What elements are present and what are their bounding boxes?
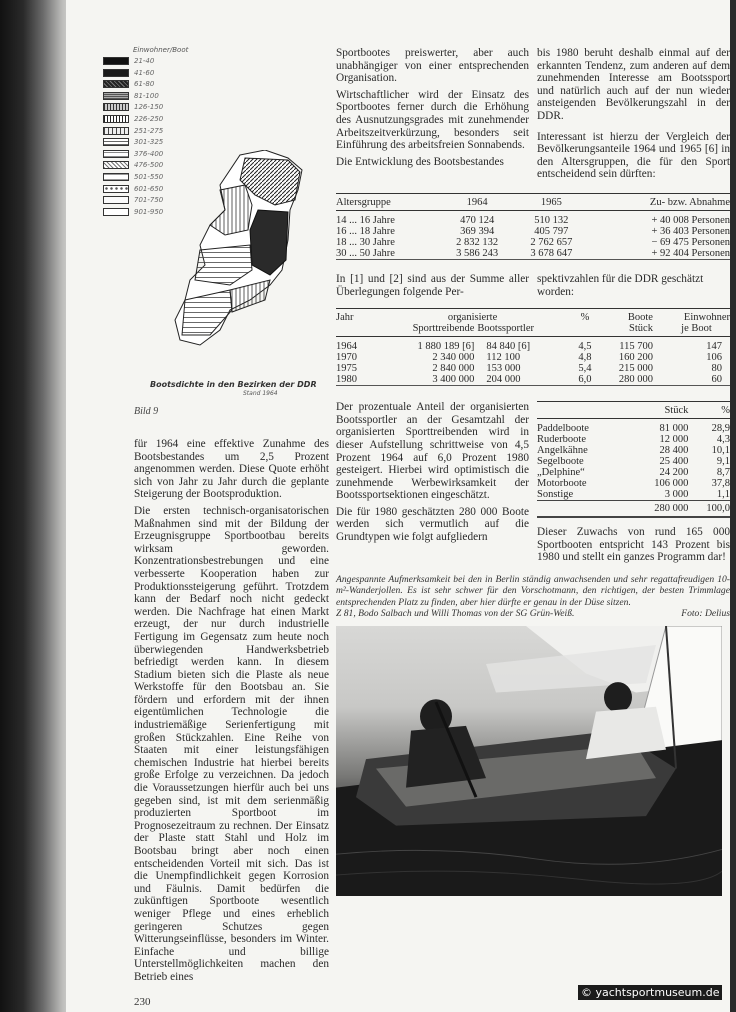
photo-caption [336, 574, 730, 620]
left-column-text [134, 438, 329, 988]
table-cell: 28 400 [659, 445, 689, 457]
paragraph: Die für 1980 geschätzten 280 000 Boote werden sich vermutlich auf die Grundtypen wie folgt aufgliedern [336, 505, 529, 544]
paragraph: Der prozentuale Anteil der organisierten Bootssportler an der Gesamtzahl der organisierten Sporttreibenden wird in dieser Aufstellung schrittweise von 4,5 Prozent 1964 auf 6,0 Prozent 1980 gesteigert. Hierbei wird optimistisch die zunehmende Werbewirksamkeit der Bootssportsektionen eingeschätzt. [336, 401, 529, 502]
legend-label: 701-750 [134, 196, 164, 205]
table-row [537, 478, 730, 489]
col-header: Zu- bzw. Abnahme [649, 196, 730, 208]
table-cell: 405 797 [534, 225, 569, 237]
legend-label: 476-500 [134, 161, 164, 170]
right-area [336, 47, 730, 896]
legend-label: 126-150 [134, 103, 164, 112]
table-cell: Ruderboote [537, 434, 586, 446]
table-row [537, 445, 730, 456]
legend-label: 41-60 [134, 68, 155, 77]
total-percent: 100,0 [706, 503, 730, 515]
caption-text: Angespannte Aufmerksamkeit bei den in Berlin ständig anwachsenden und sehr regattafreudigen 10-m²-Wanderjollen. Es ist sehr schwer für den Vorschotmann, den richtigen, der besten Trimmlage entsprechenden Platz zu finden, aber hier dürfte er genau in der Düse sitzen. [336, 573, 730, 608]
legend-swatch [103, 173, 129, 181]
table-row [537, 489, 730, 501]
table-row [537, 434, 730, 445]
legend-swatch [103, 196, 129, 204]
middle-top-text [336, 47, 529, 185]
table-cell: 115 700 [619, 341, 653, 353]
table-cell: 215 000 [618, 363, 653, 375]
table-cell: − 69 475 Personen [651, 236, 730, 248]
sailing-dinghy-photo [336, 626, 722, 896]
paragraph: bis 1980 beruht deshalb einmal auf der erkannten Tendenz, zum anderen auf dem zunehmenden Interesse am Bootssport und natürlich auch auf der nun wieder ansteigenden Bevölkerungszahl in der DDR. [537, 47, 730, 122]
legend-swatch [103, 127, 129, 135]
table-cell: 280 000 [618, 374, 653, 386]
figure-subtitle: Stand 1964 [243, 390, 278, 397]
age-group-table [336, 193, 730, 263]
legend-label: 21-40 [134, 57, 155, 65]
paragraph: Die Entwicklung des Bootsbestandes [336, 155, 504, 168]
table-cell: 1980 [336, 374, 357, 386]
table-cell: 3 678 647 [530, 247, 573, 259]
col-header-percent: % [580, 312, 590, 324]
legend-swatch [103, 138, 129, 146]
table-cell: 160 200 [618, 352, 653, 364]
right-top-text [537, 47, 730, 185]
table-cell: 25 400 [659, 456, 689, 468]
table-row [336, 374, 730, 386]
legend-swatch [103, 103, 129, 111]
paragraph: Wirtschaftlicher wird der Einsatz des Sportbootes ferner durch die Erhöhung des Ausnutzungsgrades mit zunehmender Arbeitszeitverkürzung, besonders seit Einführung des arbeitsfreien Sonnabends. [336, 88, 529, 152]
table-cell: 2 840 000 [432, 363, 475, 375]
legend-swatch [103, 69, 129, 77]
paragraph: Interessant ist hierzu der Vergleich der Bevölkerungsanteile 1964 und 1965 [6] in den Altersgruppen, die für den Sport entscheidend sein dürften: [537, 130, 730, 181]
table-cell: 9,1 [716, 456, 730, 468]
col-header-percent: % [721, 405, 730, 417]
legend-swatch [103, 208, 129, 216]
table-cell: + 36 403 Personen [651, 225, 730, 237]
table-cell: + 92 404 Personen [651, 247, 730, 259]
legend-label: 81-100 [134, 91, 159, 100]
table-cell: 3 000 [664, 489, 689, 501]
table-cell: „Delphine“ [537, 467, 585, 479]
table-cell: 80 [711, 363, 722, 375]
table-cell: 1970 [336, 352, 357, 364]
table-cell: 510 132 [534, 214, 569, 226]
table-row [336, 226, 730, 237]
table-cell: 37,8 [711, 478, 730, 490]
table-cell: 2 762 657 [530, 236, 573, 248]
table-cell: 14 ... 16 Jahre [336, 214, 395, 226]
table-cell: 106 000 [654, 478, 689, 490]
col-header-organized: organisierte [447, 312, 498, 324]
table-row [336, 237, 730, 248]
table-cell: 28,9 [711, 423, 730, 435]
legend-label: 901-950 [134, 207, 164, 216]
figure-label: Bild 9 [134, 406, 159, 417]
right-bottom-text: Dieser Zuwachs von rund 165 000 Sportbooten entspricht 143 Prozent bis 1980 und stellt ein ganzes Programm dar! [537, 526, 730, 564]
legend-swatch [103, 185, 129, 193]
legend-label: 251-275 [134, 126, 164, 135]
photo-credit: Foto: Delius [681, 608, 730, 620]
paragraph: für 1964 eine effektive Zunahme des Bootsbestandes um 2,5 Prozent angenommen werden. Diese Quote erhöht sich von Jahr zu Jahr durch die geplante Steigerung der Bootsproduktion. [134, 438, 329, 501]
table-cell: 10,1 [711, 445, 730, 457]
legend-label: 376-400 [134, 149, 164, 158]
table-cell: 12 000 [659, 434, 689, 446]
table-cell: 369 394 [460, 225, 495, 237]
col-header-year: Jahr [336, 312, 354, 324]
legend-swatch [103, 57, 129, 65]
table-row [336, 248, 730, 260]
legend-title: Einwohner/Boot [133, 46, 189, 54]
legend-swatch [103, 80, 129, 88]
boat-types-table [537, 401, 730, 518]
table-cell: + 40 008 Personen [651, 214, 730, 226]
col-header-per-boat: je Boot [681, 323, 712, 335]
legend-swatch [103, 150, 129, 158]
table-cell: 1 880 189 [6] [417, 341, 475, 353]
table-row [336, 210, 730, 226]
table-cell: 24 200 [659, 467, 689, 479]
total-pieces: 280 000 [654, 503, 689, 515]
table-cell: 112 100 [486, 352, 521, 364]
table-row [336, 363, 730, 374]
col-header: Altersgruppe [336, 196, 391, 208]
col-header-boats: Boote [627, 312, 653, 324]
table-cell: 204 000 [486, 374, 521, 386]
legend-label: 226-250 [134, 115, 164, 123]
table-cell: Angelkähne [537, 445, 588, 457]
table-cell: Segelboote [537, 456, 584, 468]
col-header-athletes: Sporttreibende [412, 323, 475, 335]
col-header: 1964 [466, 196, 488, 208]
table-cell: Paddelboote [537, 423, 589, 435]
table-cell: 3 586 243 [456, 247, 499, 259]
page-number: 230 [134, 995, 151, 1008]
table-cell: 1,1 [716, 489, 730, 501]
legend-label: 601-650 [134, 184, 164, 193]
table-cell: 30 ... 50 Jahre [336, 247, 395, 259]
table-cell: 106 [706, 352, 722, 364]
table-row [537, 467, 730, 478]
mid-para-right: spektivzahlen für die DDR geschätzt worden: [537, 272, 704, 298]
legend-label: 501-550 [134, 173, 164, 181]
caption-credit: Z 81, Bodo Salbach und Willi Thomas von der SG Grün-Weiß. [336, 608, 575, 620]
table-cell: 4,3 [716, 434, 730, 446]
middle-bottom-text [336, 401, 529, 564]
paragraph: Sportbootes preiswerter, aber auch unabhängiger von einer entsprechenden Organisation. [336, 47, 529, 85]
table-cell: 6,0 [578, 374, 592, 386]
figure-title: Bootsdichte in den Bezirken der DDR [150, 380, 317, 389]
legend-swatch [103, 92, 129, 100]
right-edge [730, 0, 736, 1012]
table-cell: 470 124 [460, 214, 495, 226]
paragraph: Die ersten technisch-organisatorischen Maßnahmen sind mit der Bildung der Erzeugnisgruppe Sportbootbau bereits wirksam geworden. Konzentrationsbestrebungen und eine verbesserte Kooperation haben zur Produktionssteigerung geführt. Trotzdem kann der Bedarf noch nicht gedeckt werden. Die Nachfrage hat einen Markt erzeugt, der nur durch industrielle Fertigung im Gegensatz zum heute noch überwiegenden Handwerksbetrieb befriedigt werden kann. In diesem Stadium bieten sich die Plaste als neue Werkstoffe für den Bootsbau an. Sie fördern und erfordern mit der ihnen eigentümlichen Technologie die industriemäßige Serienfertigung mit großen Stückzahlen. Eine Reihe von Staaten mit einer leistungsfähigen chemischen Industrie hat hierbei bereits große Erfolge zu verzeichnen. Da jedoch die Voraussetzungen hierfür auch bei uns gegeben sind, ist mit dem serienmäßig produzierten Sportboot im Prognosezeitraum zu rechnen. Der Einsatz der Plaste statt Stahl und Holz im Bootsbau bringt aber noch einen entscheidenden Vorteil mit sich. Das ist die Unempfindlichkeit gegen Korrosion und Fäulnis. Damit bedürfen die zukünftigen Sportboote wesentlich weniger Pflege und eines erheblich geringeren Schutzes gegen Witterungseinflüsse, besonders im Winter. Einfache und billige Unterstellmöglichkeiten machen den Betrieb eines [134, 504, 329, 983]
table-row [537, 419, 730, 435]
table-cell: Sonstige [537, 489, 574, 501]
table-cell: 16 ... 18 Jahre [336, 225, 395, 237]
col-header: 1965 [540, 196, 562, 208]
table-cell: Motorboote [537, 478, 587, 490]
table-cell: 1964 [336, 341, 357, 353]
legend-swatch [103, 115, 129, 123]
table-cell: 81 000 [659, 423, 689, 435]
col-header-boat-athletes: Bootssportler [477, 323, 535, 335]
table-cell: 2 340 000 [432, 352, 475, 364]
table-row [537, 456, 730, 467]
legend-label: 61-80 [134, 80, 155, 89]
forecast-table [336, 308, 730, 389]
table-cell: 84 840 [6] [486, 341, 531, 353]
legend-label: 301-325 [134, 138, 164, 147]
mid-para-left: In [1] und [2] sind aus der Summe aller Überlegungen folgende Per- [336, 272, 529, 298]
table-cell: 4,8 [578, 352, 592, 364]
table-row [336, 337, 730, 353]
table-cell: 4,5 [578, 341, 592, 353]
table-cell: 8,7 [716, 467, 730, 479]
table-cell: 18 ... 30 Jahre [336, 236, 395, 248]
table-cell: 1975 [336, 363, 357, 375]
table-cell: 5,4 [578, 363, 592, 375]
watermark: © yachtsportmuseum.de [578, 985, 722, 1000]
col-header-inhabitants: Einwohner [683, 312, 730, 324]
table-cell: 153 000 [486, 363, 521, 375]
ddr-district-map [170, 150, 330, 360]
table-cell: 60 [711, 374, 722, 386]
col-header-pieces: Stück [629, 323, 653, 335]
table-cell: 3 400 000 [432, 374, 475, 386]
table-cell: 2 832 132 [456, 236, 499, 248]
right-bottom-column [537, 401, 730, 564]
legend-swatch [103, 161, 129, 169]
col-header-pieces: Stück [664, 405, 689, 417]
table-row [336, 352, 730, 363]
left-column [134, 380, 329, 1009]
table-cell: 147 [706, 341, 722, 353]
